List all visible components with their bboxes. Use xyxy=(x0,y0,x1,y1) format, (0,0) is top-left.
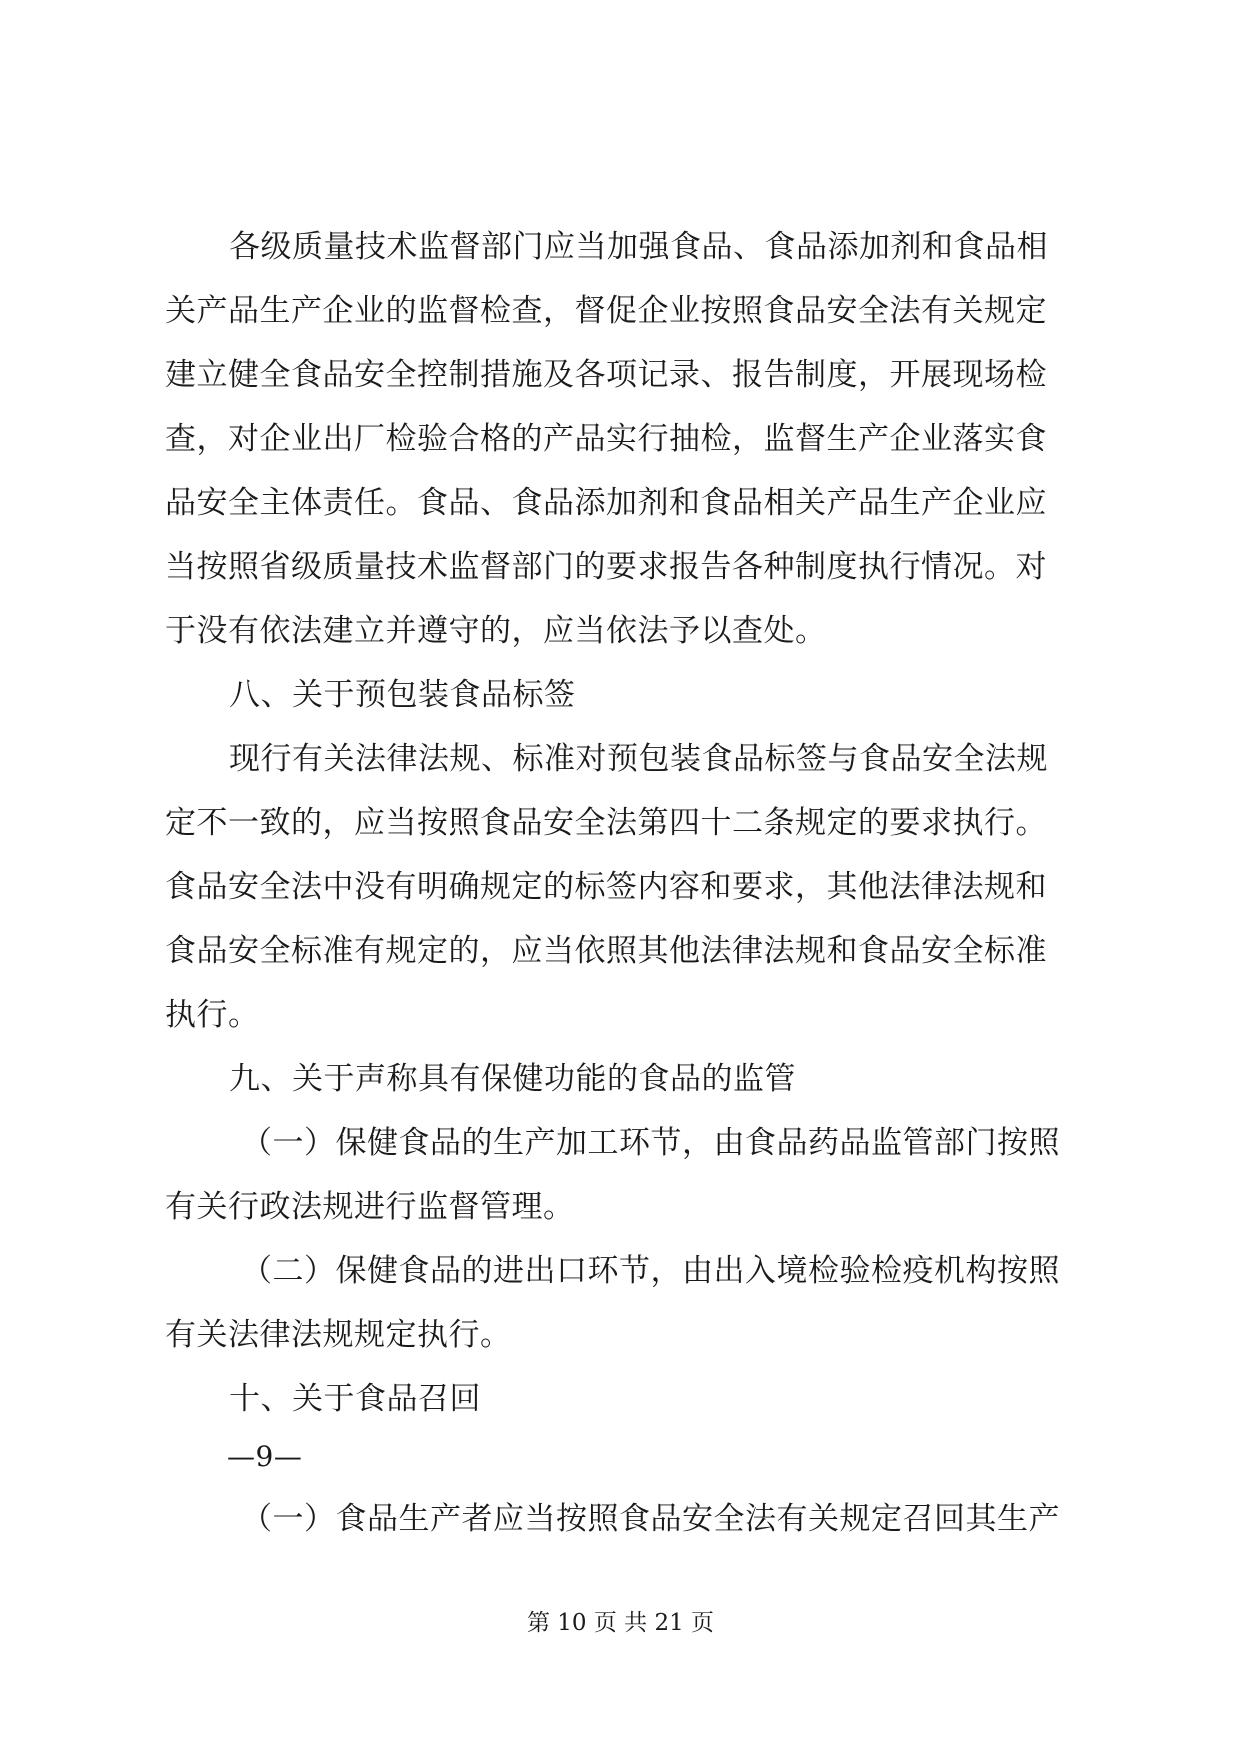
page-footer: 第 10 页 共 21 页 xyxy=(526,1610,715,1636)
paragraph-line: 食品安全标准有规定的，应当依照其他法律法规和食品安全标准 xyxy=(165,933,1047,969)
paragraph-line: 食品安全法中没有明确规定的标签内容和要求，其他法律法规和 xyxy=(165,869,1047,905)
inline-page-number: —9— xyxy=(227,1440,303,1473)
paragraph-line: 当按照省级质量技术监督部门的要求报告各种制度执行情况。对 xyxy=(165,549,1047,585)
paragraph-line: 现行有关法律法规、标准对预包装食品标签与食品安全法规 xyxy=(229,741,1048,777)
paragraph-line: 各级质量技术监督部门应当加强食品、食品添加剂和食品相 xyxy=(229,229,1048,265)
paragraph-line: 执行。 xyxy=(165,997,260,1033)
paragraph-line: （二）保健食品的进出口环节，由出入境检验检疫机构按照 xyxy=(241,1253,1060,1289)
paragraph-line: 品安全主体责任。食品、食品添加剂和食品相关产品生产企业应 xyxy=(165,485,1047,521)
section-heading: 十、关于食品召回 xyxy=(229,1381,481,1417)
paragraph-line: 建立健全食品安全控制措施及各项记录、报告制度，开展现场检 xyxy=(165,357,1047,393)
paragraph-line: 定不一致的，应当按照食品安全法第四十二条规定的要求执行。 xyxy=(165,805,1047,841)
section-heading: 九、关于声称具有保健功能的食品的监管 xyxy=(229,1061,796,1097)
paragraph-line: 有关法律法规规定执行。 xyxy=(165,1317,512,1353)
section-heading: 八、关于预包装食品标签 xyxy=(229,677,576,713)
paragraph-line: 于没有依法建立并遵守的，应当依法予以查处。 xyxy=(165,613,827,649)
paragraph-line: 有关行政法规进行监督管理。 xyxy=(165,1189,575,1225)
paragraph-line: （一）食品生产者应当按照食品安全法有关规定召回其生产 xyxy=(241,1501,1060,1537)
paragraph-line: 查，对企业出厂检验合格的产品实行抽检，监督生产企业落实食 xyxy=(165,421,1047,457)
paragraph-line: （一）保健食品的生产加工环节，由食品药品监管部门按照 xyxy=(241,1125,1060,1161)
paragraph-line: 关产品生产企业的监督检查，督促企业按照食品安全法有关规定 xyxy=(165,293,1047,329)
